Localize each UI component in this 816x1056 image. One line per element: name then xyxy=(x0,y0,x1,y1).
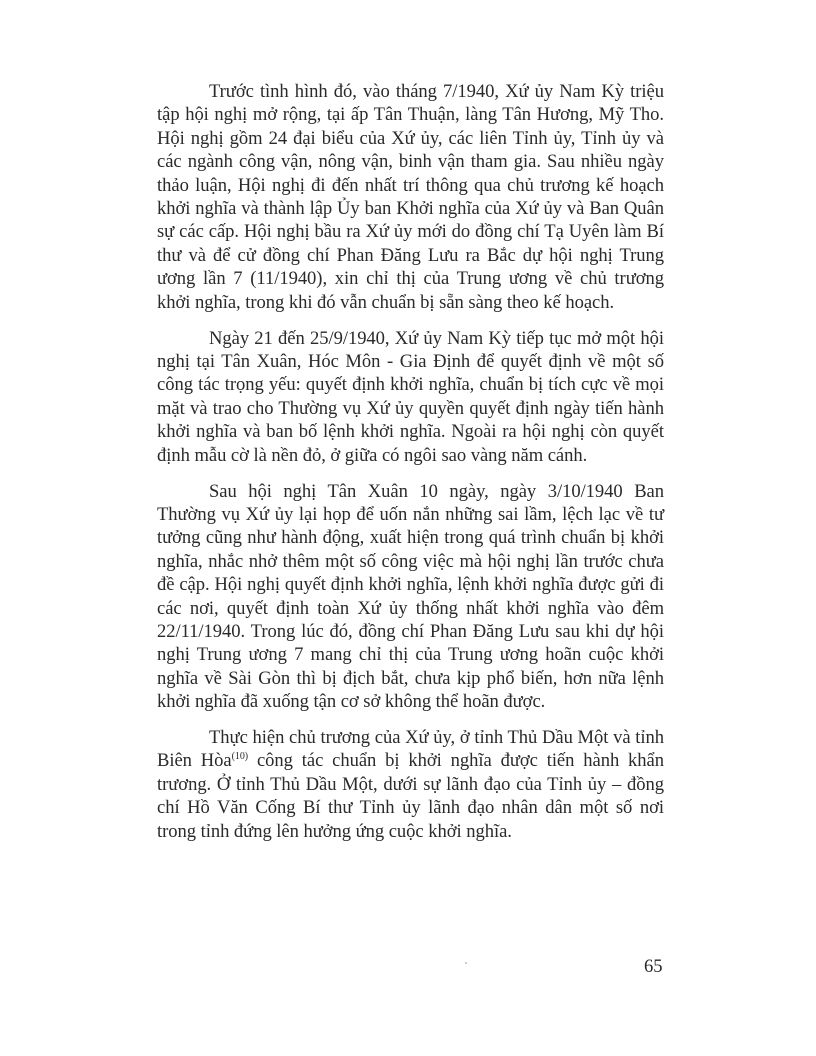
paragraph-2: Ngày 21 đến 25/9/1940, Xứ ủy Nam Kỳ tiếp tục mở một hội nghị tại Tân Xuân, Hóc Môn - Gia Định để quyết định về một số công tác trọng yếu: quyết định khởi nghĩa, chuẩn bị tích cực về mọi mặt và trao cho Thường vụ Xứ ủy quyền quyết định ngày tiến hành khởi nghĩa và ban bố lệnh khởi nghĩa. Ngoài ra hội nghị còn quyết định mẫu cờ là nền đỏ, ở giữa có ngôi sao vàng năm cánh. xyxy=(157,327,664,466)
paragraph-1: Trước tình hình đó, vào tháng 7/1940, Xứ ủy Nam Kỳ triệu tập hội nghị mở rộng, tại ấp Tân Thuận, làng Tân Hương, Mỹ Tho. Hội nghị gồm 24 đại biểu của Xứ ủy, các liên Tỉnh ủy, Tỉnh ủy và các ngành công vận, nông vận, binh vận tham gia. Sau nhiều ngày thảo luận, Hội nghị đi đến nhất trí thông qua chủ trương kế hoạch khởi nghĩa và thành lập Ủy ban Khởi nghĩa của Xứ ủy và Ban Quân sự các cấp. Hội nghị bầu ra Xứ ủy mới do đồng chí Tạ Uyên làm Bí thư và để cử đồng chí Phan Đăng Lưu ra Bắc dự hội nghị Trung ương lần 7 (11/1940), xin chỉ thị của Trung ương về chủ trương khởi nghĩa, trong khi đó vẫn chuẩn bị sẵn sàng theo kế hoạch. xyxy=(157,81,664,313)
page-number: 65 xyxy=(644,956,663,977)
paragraph-4 xyxy=(157,726,664,843)
body-text xyxy=(157,80,664,843)
footnote-reference[interactable]: (10) xyxy=(231,751,249,763)
paragraph-3: Sau hội nghị Tân Xuân 10 ngày, ngày 3/10/1940 Ban Thường vụ Xứ ủy lại họp để uốn nắn những sai lầm, lệch lạc về tư tưởng cũng như hành động, xuất hiện trong quá trình chuẩn bị khởi nghĩa, nhắc nhở thêm một số công việc mà hội nghị lần trước chưa đề cập. Hội nghị quyết định khởi nghĩa, lệnh khởi nghĩa được gửi đi các nơi, quyết định toàn Xứ ủy thống nhất khởi nghĩa vào đêm 22/11/1940. Trong lúc đó, đồng chí Phan Đăng Lưu sau khi dự hội nghị Trung ương 7 mang chỉ thị của Trung ương hoãn cuộc khởi nghĩa về Sài Gòn thì bị địch bắt, chưa kịp phổ biến, hơn nữa lệnh khởi nghĩa đã xuống tận cơ sở không thể hoãn được. xyxy=(157,480,664,713)
scan-speck xyxy=(465,962,467,964)
paragraph-4-text-start: Thực hiện chủ trương của Xứ ủy, ở tỉnh Thủ Dầu Một và tỉnh Biên Hòa xyxy=(157,727,664,772)
paragraph-4-text-end: công tác chuẩn bị khởi nghĩa được tiến hành khẩn trương. Ở tỉnh Thủ Dầu Một, dưới sự lãnh đạo của Tỉnh ủy – đồng chí Hồ Văn Cống Bí thư Tỉnh ủy lãnh đạo nhân dân một số nơi trong tỉnh đứng lên hưởng ứng cuộc khởi nghĩa. xyxy=(157,750,665,842)
